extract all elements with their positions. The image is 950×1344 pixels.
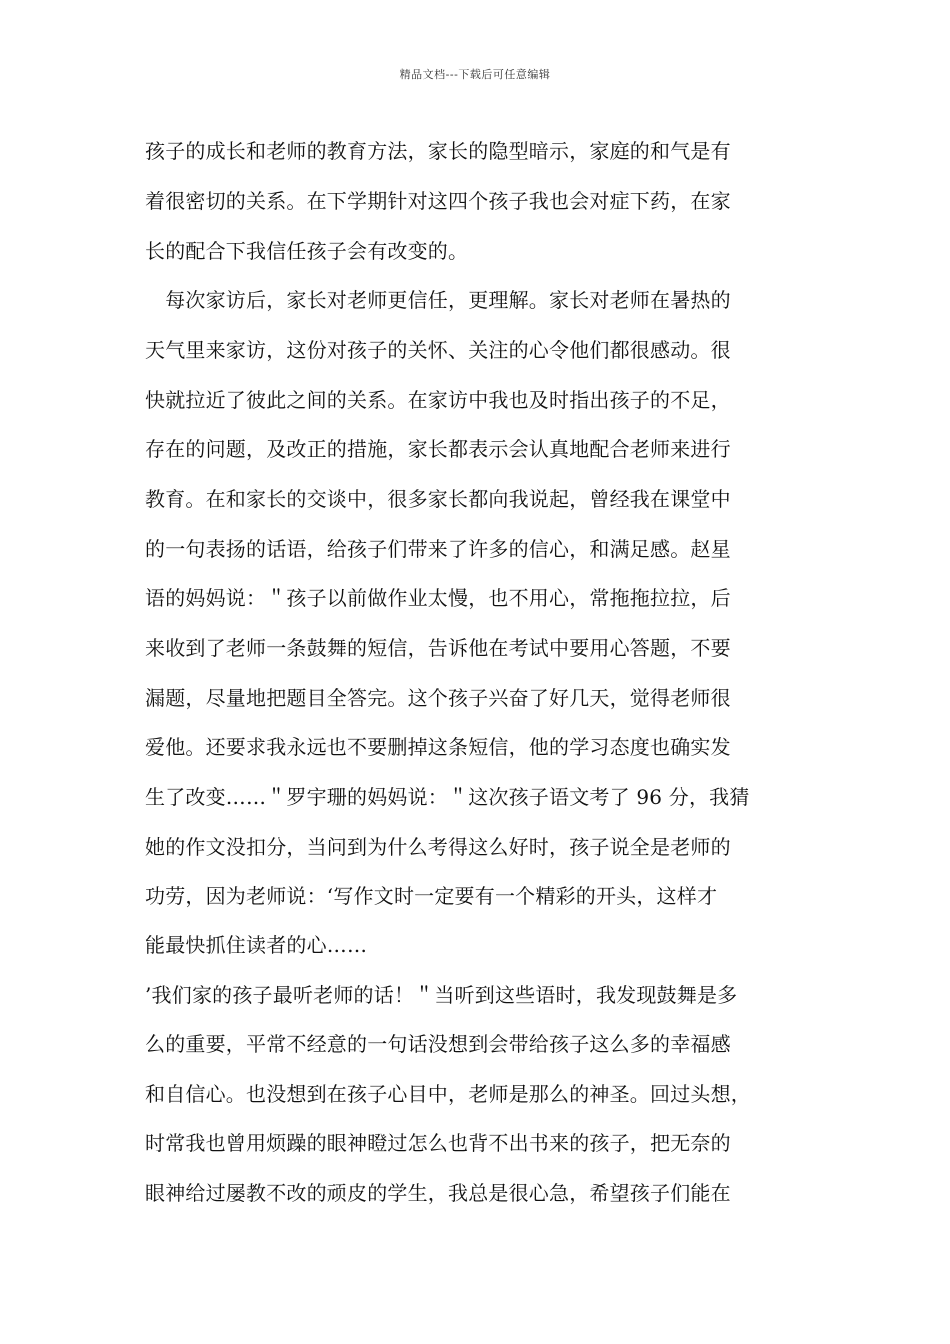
text-line: ’我们家的孩子最听老师的话！＂当听到这些语时，我发现鼓舞是多 (145, 983, 738, 1007)
text-line: 时常我也曾用烦躁的眼神瞪过怎么也背不出书来的孩子，把无奈的 (145, 1131, 731, 1155)
text-line: 天气里来家访，这份对孩子的关怀、关注的心令他们都很感动。很 (145, 338, 731, 362)
text-line: 快就拉近了彼此之间的关系。在家访中我也及时指出孩子的不足， (145, 388, 731, 412)
text-line: 的一句表扬的话语，给孩子们带来了许多的信心，和满足感。赵星 (145, 537, 731, 561)
text-line: 她的作文没扣分，当问到为什么考得这么好时，孩子说全是老师的 (145, 835, 731, 859)
text-line: 每次家访后，家长对老师更信任，更理解。家长对老师在暑热的 (145, 288, 731, 312)
text-line: 和自信心。也没想到在孩子心目中，老师是那么的神圣。回过头想， (145, 1082, 751, 1106)
text-line: 功劳，因为老师说：‘写作文时一定要有一个精彩的开头，这样才 (145, 884, 718, 908)
text-line: 能最快抓住读者的心…… (145, 933, 368, 957)
text-line: 着很密切的关系。在下学期针对这四个孩子我也会对症下药，在家 (145, 189, 731, 213)
text-line: 么的重要，平常不经意的一句话没想到会带给孩子这么多的幸福感 (145, 1032, 731, 1056)
text-line: 语的妈妈说：＂孩子以前做作业太慢，也不用心，常拖拖拉拉，后 (145, 586, 731, 610)
text-line: 生了改变……＂罗宇珊的妈妈说：＂这次孩子语文考了 96 分，我猜 (145, 785, 750, 809)
text-line: 存在的问题，及改正的措施，家长都表示会认真地配合老师来进行 (145, 437, 731, 461)
page-header: 精品文档---下载后可任意编辑 (399, 68, 551, 81)
text-line: 漏题，尽量地把题目全答完。这个孩子兴奋了好几天，觉得老师很 (145, 686, 731, 710)
text-line: 来收到了老师一条鼓舞的短信，告诉他在考试中要用心答题，不要 (145, 636, 731, 660)
text-line: 教育。在和家长的交谈中，很多家长都向我说起，曾经我在课堂中 (145, 487, 731, 511)
text-line: 孩子的成长和老师的教育方法，家长的隐型暗示，家庭的和气是有 (145, 139, 731, 163)
text-line: 长的配合下我信任孩子会有改变的。 (145, 239, 469, 263)
text-line: 眼神给过屡教不改的顽皮的学生，我总是很心急，希望孩子们能在 (145, 1181, 731, 1205)
text-line: 爱他。还要求我永远也不要删掉这条短信，他的学习态度也确实发 (145, 735, 731, 759)
